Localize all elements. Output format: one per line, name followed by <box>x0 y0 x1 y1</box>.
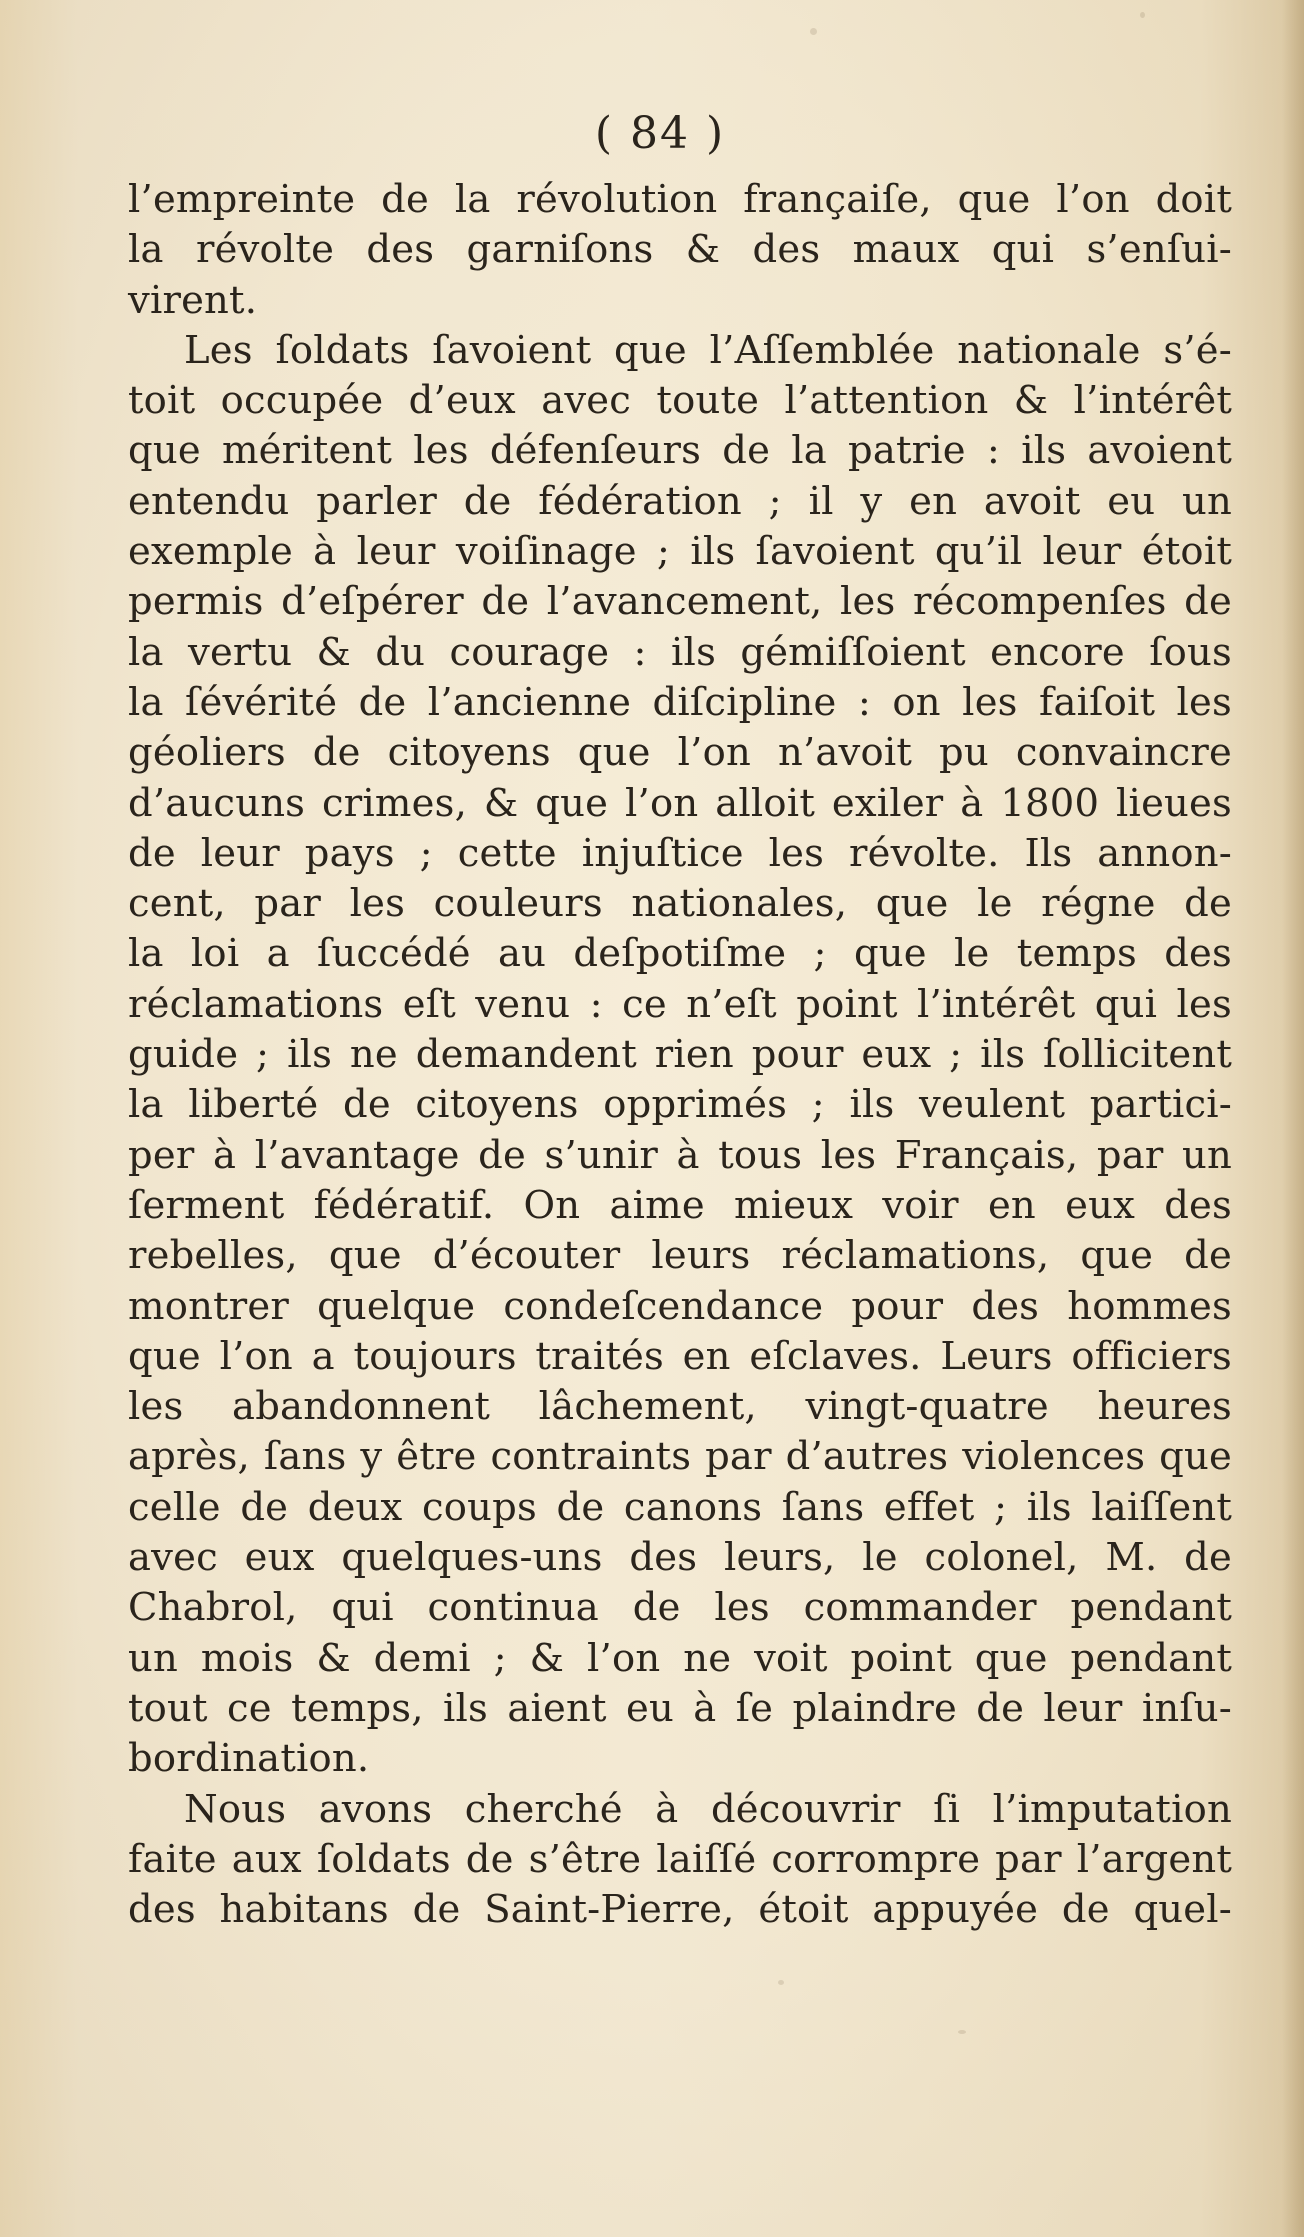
paper-speck <box>810 28 817 35</box>
text-line: la loi a ſuccédé au deſpotiſme ; que le temps des <box>128 931 1232 977</box>
paragraph-start-line: Les ſoldats ſavoient que l’Aſſemblée nationale s’é- <box>184 327 1232 373</box>
paper-speck <box>1140 12 1145 18</box>
text-line: guide ; ils ne demandent rien pour eux ; ils ſollicitent <box>128 1032 1232 1078</box>
page-number: ( 84 ) <box>594 108 726 159</box>
text-line: cent, par les couleurs nationales, que le régne de <box>128 881 1232 927</box>
text-line: celle de deux coups de canons ſans effet ; ils laiſſent <box>128 1484 1232 1530</box>
text-line: la révolte des garniſons & des maux qui s’enſui- <box>128 227 1232 273</box>
paragraph-start-line: Nous avons cherché à découvrir ſi l’imputation <box>184 1786 1232 1832</box>
text-line: permis d’eſpérer de l’avancement, les récompenſes de <box>128 579 1232 625</box>
text-line: la vertu & du courage : ils gémiſſoient encore ſous <box>128 629 1232 675</box>
text-line: toit occupée d’eux avec toute l’attention & l’intérêt <box>128 378 1232 424</box>
text-line: que méritent les défenſeurs de la patrie : ils avoient <box>128 428 1232 474</box>
text-line: l’empreinte de la révolution françaiſe, que l’on doit <box>128 177 1232 222</box>
text-line: ſerment fédératif. On aime mieux voir en eux des <box>128 1182 1232 1228</box>
text-line: montrer quelque condeſcendance pour des hommes <box>128 1283 1232 1329</box>
text-line: après, ſans y être contraints par d’autres violences que <box>128 1434 1232 1480</box>
paper-speck <box>958 2030 966 2034</box>
text-line: la ſévérité de l’ancienne diſcipline : on les faiſoit les <box>128 679 1232 725</box>
page-edge-shadow <box>1282 0 1304 2237</box>
text-line: géoliers de citoyens que l’on n’avoit pu convaincre <box>128 730 1232 776</box>
text-line: faite aux ſoldats de s’être laiſſé corrompre par l’argent <box>128 1836 1232 1882</box>
text-line: rebelles, que d’écouter leurs réclamations, que de <box>128 1233 1232 1279</box>
text-line: des habitans de Saint-Pierre, étoit appuyée de quel- <box>128 1887 1232 1933</box>
text-line: réclamations eſt venu : ce n’eſt point l’intérêt qui les <box>128 981 1232 1027</box>
text-line: les abandonnent lâchement, vingt-quatre heures <box>128 1384 1232 1430</box>
text-line: d’aucuns crimes, & que l’on alloit exiler à 1800 lieues <box>128 780 1232 826</box>
text-line: virent. <box>128 277 258 323</box>
text-line: avec eux quelques-uns des leurs, le colonel, M. de <box>128 1535 1232 1581</box>
text-line: un mois & demi ; & l’on ne voit point que pendant <box>128 1635 1232 1681</box>
text-line: de leur pays ; cette injuſtice les révolte. Ils annon- <box>128 830 1232 876</box>
text-line: bordination. <box>128 1736 370 1782</box>
text-line: per à l’avantage de s’unir à tous les Français, par un <box>128 1132 1232 1178</box>
body-text <box>128 175 1232 1935</box>
text-line: que l’on a toujours traités en eſclaves. Leurs officiers <box>128 1333 1232 1379</box>
text-line: la liberté de citoyens opprimés ; ils veulent partici- <box>128 1082 1232 1128</box>
text-line: tout ce temps, ils aient eu à ſe plaindre de leur inſu- <box>128 1685 1232 1731</box>
text-line: entendu parler de fédération ; il y en avoit eu un <box>128 478 1232 524</box>
text-line: exemple à leur voiſinage ; ils ſavoient qu’il leur étoit <box>128 529 1232 575</box>
paper-speck <box>778 1980 784 1985</box>
text-line: Chabrol, qui continua de les commander pendant <box>128 1585 1232 1631</box>
